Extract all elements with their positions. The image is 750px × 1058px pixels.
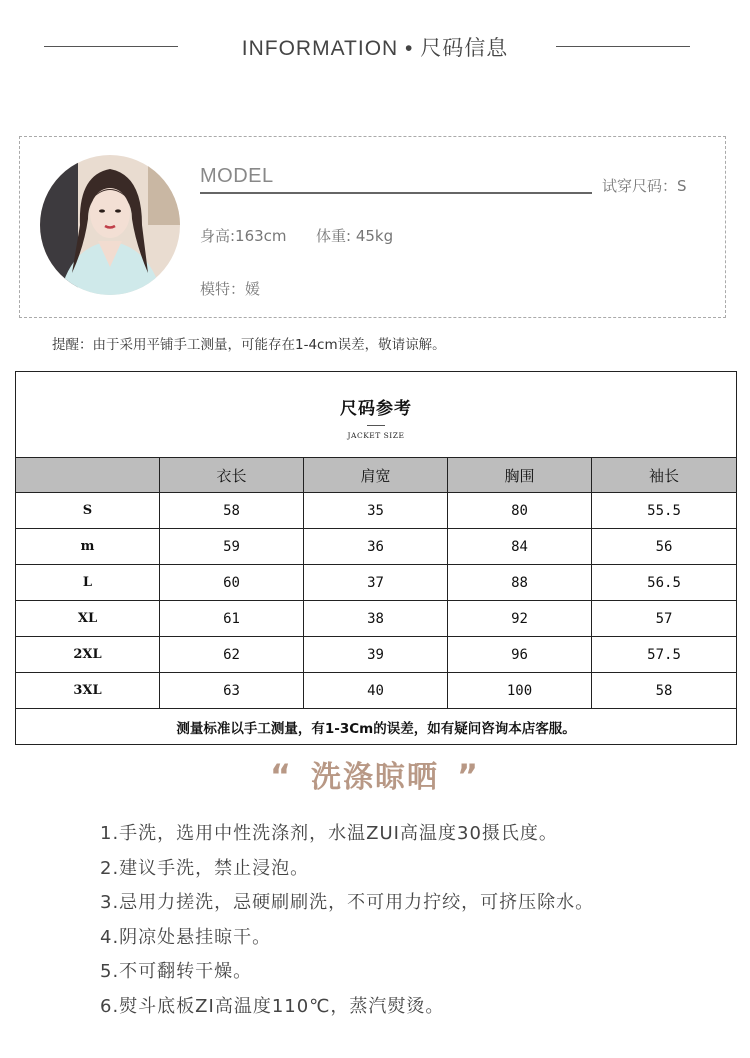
table-cell: 56.5 <box>592 565 737 601</box>
section-header <box>0 28 750 68</box>
table-cell: 58 <box>160 493 304 529</box>
table-cell: 88 <box>448 565 592 601</box>
table-cell: 55.5 <box>592 493 737 529</box>
size-table-subtitle: JACKET SIZE <box>347 430 405 440</box>
table-cell: 60 <box>160 565 304 601</box>
table-header-cell <box>16 458 160 493</box>
table-cell: 59 <box>160 529 304 565</box>
model-underline <box>200 192 592 194</box>
table-header-cell: 胸围 <box>448 458 592 493</box>
table-cell: 61 <box>160 601 304 637</box>
table-cell: 38 <box>304 601 448 637</box>
size-label-cell: 3XL <box>16 673 160 709</box>
table-cell: 92 <box>448 601 592 637</box>
model-card <box>19 136 726 318</box>
size-label-cell: S <box>16 493 160 529</box>
model-label: MODEL <box>200 165 274 187</box>
table-cell: 57 <box>592 601 737 637</box>
table-cell: 37 <box>304 565 448 601</box>
table-cell: 96 <box>448 637 592 673</box>
table-header-cell: 袖长 <box>592 458 737 493</box>
table-row <box>16 493 737 529</box>
open-quote: “ <box>269 757 293 795</box>
list-item: 6.熨斗底板ZI高温度110℃，蒸汽熨烫。 <box>100 995 445 1017</box>
measurement-notice: 提醒：由于采用平铺手工测量，可能存在1-4cm误差，敬请谅解。 <box>52 337 446 353</box>
wash-instructions-list <box>100 820 594 1027</box>
table-row <box>16 529 737 565</box>
table-cell: 40 <box>304 673 448 709</box>
table-header-cell: 衣长 <box>160 458 304 493</box>
table-cell: 36 <box>304 529 448 565</box>
table-cell: 39 <box>304 637 448 673</box>
table-row <box>16 601 737 637</box>
table-cell: 35 <box>304 493 448 529</box>
table-cell: 63 <box>160 673 304 709</box>
size-table-footer: 测量标准以手工测量，有1-3Cm的误差，如有疑问咨询本店客服。 <box>16 709 737 745</box>
model-photo <box>40 155 180 295</box>
model-weight: 体重: 45kg <box>316 227 394 245</box>
close-quote: ” <box>457 757 481 795</box>
model-name: 模特：媛 <box>200 280 261 298</box>
list-item: 1.手洗，选用中性洗涤剂，水温ZUI高温度30摄氏度。 <box>100 823 558 844</box>
size-label-cell: m <box>16 529 160 565</box>
table-cell: 56 <box>592 529 737 565</box>
section-title: INFORMATION • 尺码信息 <box>241 37 509 60</box>
tryon-size: 试穿尺码：S <box>602 177 687 195</box>
table-cell: 58 <box>592 673 737 709</box>
table-cell: 57.5 <box>592 637 737 673</box>
size-table <box>15 371 737 745</box>
list-item: 4.阴凉处悬挂晾干。 <box>100 926 272 948</box>
size-table-title-divider <box>367 425 385 426</box>
list-item: 2.建议手洗，禁止浸泡。 <box>100 857 310 879</box>
table-row <box>16 673 737 709</box>
table-row <box>16 637 737 673</box>
table-cell: 84 <box>448 529 592 565</box>
list-item: 3.忌用力搓洗，忌硬刷刷洗，不可用力拧绞，可挤压除水。 <box>100 892 595 913</box>
table-header-cell: 肩宽 <box>304 458 448 493</box>
table-cell: 62 <box>160 637 304 673</box>
table-row <box>16 565 737 601</box>
wash-title-text: 洗涤晾晒 <box>311 760 439 795</box>
model-height: 身高:163cm <box>200 227 287 245</box>
size-table-title: 尺码参考 <box>340 398 413 419</box>
wash-section-title <box>0 752 750 796</box>
size-table-header-row <box>16 458 737 493</box>
table-cell: 80 <box>448 493 592 529</box>
size-label-cell: 2XL <box>16 637 160 673</box>
list-item: 5.不可翻转干燥。 <box>100 961 253 982</box>
size-table-title-cell <box>16 372 737 458</box>
size-label-cell: XL <box>16 601 160 637</box>
table-cell: 100 <box>448 673 592 709</box>
size-label-cell: L <box>16 565 160 601</box>
header-divider-right <box>556 46 690 47</box>
